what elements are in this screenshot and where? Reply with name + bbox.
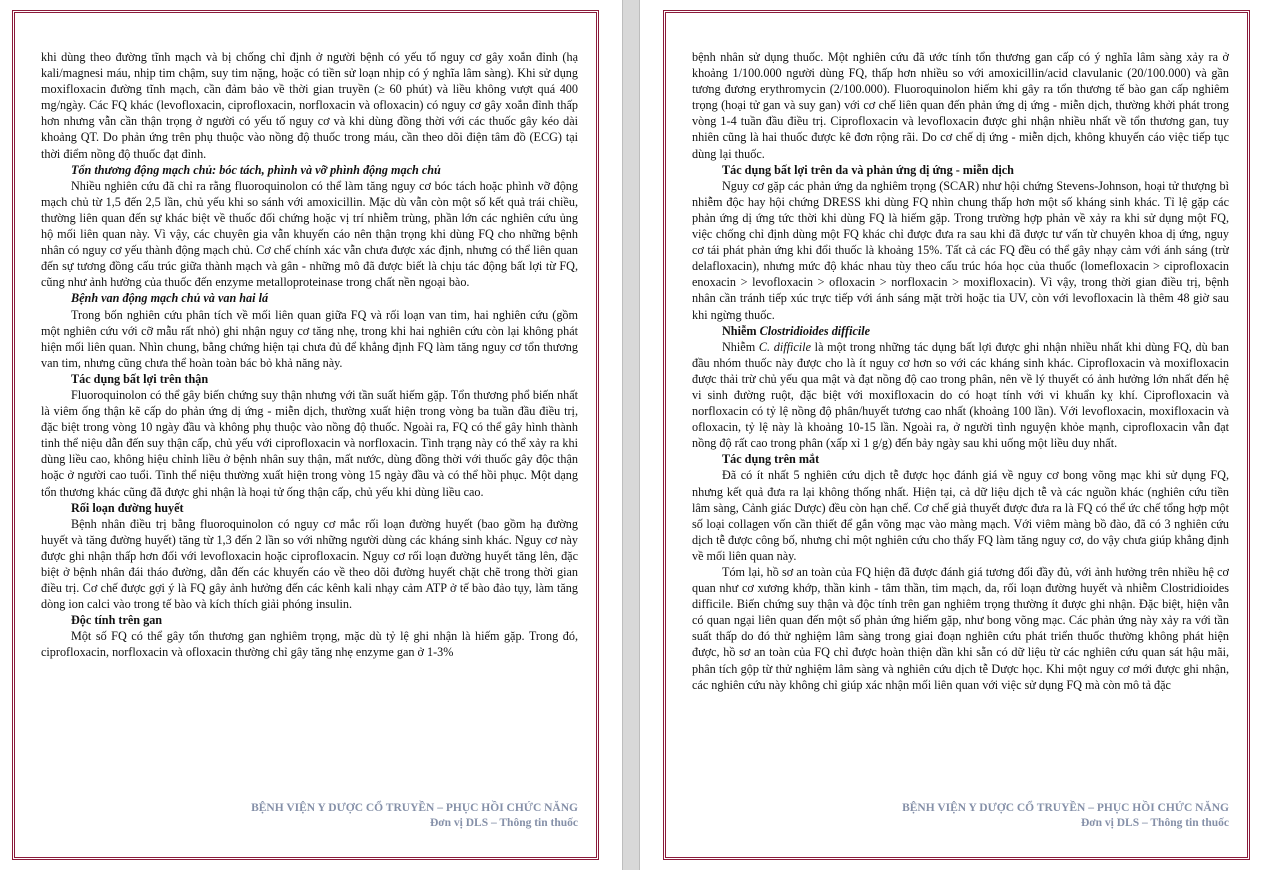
heading-text: Nhiễm <box>722 323 760 338</box>
section-heading: Rối loạn đường huyết <box>71 500 184 515</box>
footer-unit-name: Đơn vị DLS – Thông tin thuốc <box>429 817 578 829</box>
paragraph-text: Nhiễm <box>722 339 759 354</box>
paragraph: Nguy cơ gặp các phản ứng da nghiêm trọng (SCAR) như hội chứng Stevens-Johnson, hoại tử thượng bì nhiễm độc hay hội chứng DRESS khi dùng FQ nhìn chung thấp hơn một số kháng sinh khác. Tỉ lệ gặp các phản ứng dị ứng tức thời khi dùng FQ là hiếm gặp. Trong trường hợp phản về xảy ra khi sử dụng một FQ, việc chống chỉ định dùng một FQ khác chỉ được đưa ra sau khi đã được tư vấn từ chuyên khoa dị ứng, nguy cơ tái phát phản ứng khi đổi thuốc là khoảng 15%. Tất cả các FQ đều có thể gây nhạy cảm với ánh sáng (trừ delafloxacin), nhưng mức độ khác nhau tùy theo cấu trúc hóa học của thuốc (lomefloxacin > ciprofloxacin enoxacin > levofloxacin > ofloxacin > norfloxacin > moxifloxacin). Vì vậy, trong thời gian điều trị, bệnh nhân cần tránh tiếp xúc trực tiếp với ánh sáng mặt trời hoặc tia UV, còn với levofloxacin là thêm 48 giờ sau khi ngừng thuốc. <box>692 178 1229 322</box>
paragraph-text: là một trong những tác dụng bất lợi được ghi nhận nhiều nhất khi dùng FQ, dù ban đầu nhóm thuốc này được cho là ít nguy cơ hơn so với các kháng sinh khác. Ciprofloxacin và moxifloxacin được thải trừ chủ yếu qua mật và đạt nồng độ cao trong phân, nên về lý thuyết có ảnh hưởng lớn nhất đến hệ vi sinh đường ruột, đặc biệt với moxifloxacin do có hoạt tính với vi khuẩn kỵ khí. Ciprofloxacin và norfloxacin có tỷ lệ nồng độ phân/huyết tương cao nhất (khoảng 100 lần). Với levofloxacin, moxifloxacin và ofloxacin, tỷ lệ này là khoảng 10-15 lần. Ngoài ra, ở người tình nguyện khỏe mạnh, ciprofloxacin vẫn đạt nồng độ rất cao trong phân (xấp xỉ 1 g/g) đến bảy ngày sau khi uống một liều duy nhất. <box>692 339 1229 451</box>
section-heading: Tác dụng bất lợi trên thận <box>71 371 209 386</box>
section-heading: Tác dụng trên mắt <box>722 452 820 467</box>
paragraph: Fluoroquinolon có thể gây biến chứng suy thận nhưng với tần suất hiếm gặp. Tổn thương phổ biến nhất là viêm ống thận kẽ cấp do phản ứng dị ứng - miễn dịch, thường xuất hiện trong vòng ba tuần đầu điều trị, đặc biệt trong vòng 10 ngày đầu và không phụ thuộc vào nồng độ thuốc. Ngoài ra, FQ có thể gây hình thành tinh thể niệu dẫn đến suy thận cấp, chủ yếu với ciprofloxacin và norfloxacin. Tình trạng này có thể xảy ra khi dùng liều cao, không hiệu chỉnh liều ở bệnh nhân suy thận, mất nước, dùng đồng thời với thuốc gây độc thận hoặc ở người cao tuổi. Tinh thể niệu thường xuất hiện trong vòng 15 ngày đầu và có thể hồi phục. Một dạng tổn thương khác cũng đã được ghi nhận là hoại tử ống thận cấp, chủ yếu khi dùng liều cao. <box>41 387 578 499</box>
section-heading: Độc tính trên gan <box>71 613 163 628</box>
paragraph: Trong bốn nghiên cứu phân tích về mối liên quan giữa FQ và rối loạn van tim, hai nghiên cứu (gồm một nghiên cứu với cỡ mẫu rất nhỏ) ghi nhận nguy cơ tăng nhẹ, trong khi hai nghiên cứu còn lại không phát hiện mối liên quan. Nhìn chung, bằng chứng hiện tại chưa đủ để khẳng định FQ làm tăng nguy cơ tổn thương van tim, nhưng cũng chưa thể hoàn toàn bác bỏ khả năng này. <box>41 307 578 370</box>
heading-organism: Clostridioides difficile <box>759 323 871 338</box>
footer-hospital-name: BỆNH VIỆN Y DƯỢC CỔ TRUYỀN – PHỤC HỒI CHỨC NĂNG <box>251 802 578 814</box>
paragraph: Một số FQ có thể gây tổn thương gan nghiêm trọng, mặc dù tỷ lệ ghi nhận là hiếm gặp. Trong đó, ciprofloxacin, norfloxacin và ofloxacin thường chỉ gây tăng nhẹ enzyme gan ở 1-3% <box>41 629 578 660</box>
paragraph: Bệnh nhân điều trị bằng fluoroquinolon có nguy cơ mắc rối loạn đường huyết (bao gồm hạ đường huyết và tăng đường huyết) tăng từ 1,3 đến 2 lần so với những người dùng các kháng sinh khác. Nguy cơ này được ghi nhận thấp hơn đối với levofloxacin hoặc ciprofloxacin. Nguy cơ rối loạn đường huyết tăng lên, đặc biệt ở bệnh nhân đái tháo đường, dẫn đến các khuyến cáo về theo dõi đường huyết chặt chẽ trong thời gian điều trị. Cơ chế được gợi ý là FQ gây ảnh hưởng đến các kênh kali nhạy cảm ATP ở tế bào đảo tụy, làm tăng dòng ion calci vào trong tế bào và kích thích giải phóng insulin. <box>41 516 578 612</box>
paragraph: Đã có ít nhất 5 nghiên cứu dịch tễ được học đánh giá về nguy cơ bong võng mạc khi sử dụng FQ, nhưng kết quả đưa ra lại không thống nhất. Hiện tại, cả dữ liệu dịch tễ và các nguồn khác (nghiên cứu tiền lâm sàng, Cảnh giác Dược) đều còn hạn chế. Cơ chế giả thuyết được đưa ra là FQ có thể ức chế tổng hợp một số loại collagen vốn cần thiết để gắn võng mạc vào màng mạch. Với viêm màng bồ đào, đã có 3 nghiên cứu dịch tễ được công bố, nhưng chỉ một nghiên cứu cho thấy FQ làm tăng nguy cơ, do vậy chưa giúp khẳng định về mối liên quan này. <box>692 468 1229 563</box>
section-heading <box>692 323 1229 339</box>
document-page-right <box>663 10 1250 860</box>
page-body <box>41 49 578 803</box>
paragraph: bệnh nhân sử dụng thuốc. Một nghiên cứu đã ước tính tổn thương gan cấp có ý nghĩa lâm sàng xảy ra ở khoảng 1/100.000 người dùng FQ, thấp hơn nhiều so với amoxicillin/acid clavulanic (20/100.000) và gần tương đương erythromycin (2/100.000). Fluoroquinolon hiếm khi gây ra tổn thương tế bào gan cấp nghiêm trọng (hoại tử gan và suy gan) với cơ chế liên quan đến phản ứng dị ứng - miễn dịch, thường khởi phát trong vòng 1-4 tuần đầu điều trị. Ciprofloxacin và levofloxacin được ghi nhận nhiều nhất về tổn thương gan, tuy nhiên cũng là hai thuốc được kê đơn rộng rãi. Do cơ chế dị ứng - miễn dịch, không khuyến cáo việc tiếp tục dùng lại thuốc. <box>692 50 1229 161</box>
organism-name: C. difficile <box>758 339 811 354</box>
section-heading: Tác dụng bất lợi trên da và phản ứng dị ứng - miễn dịch <box>722 162 1014 177</box>
paragraph <box>692 339 1229 452</box>
footer-unit-name: Đơn vị DLS – Thông tin thuốc <box>1080 817 1229 829</box>
document-page-left <box>12 10 599 860</box>
footer-hospital-name: BỆNH VIỆN Y DƯỢC CỔ TRUYỀN – PHỤC HỒI CHỨC NĂNG <box>902 802 1229 814</box>
paragraph: Tóm lại, hồ sơ an toàn của FQ hiện đã được đánh giá tương đối đầy đủ, với ảnh hưởng trên nhiều hệ cơ quan như cơ xương khớp, thần kinh - tâm thần, tim mạch, da, rối loạn đường huyết và nhiễm Clostridioides difficile. Biến chứng suy thận và độc tính trên gan nghiêm trọng thường ít được ghi nhận. Đặc biệt, hiện vẫn có quan ngại liên quan đến một số phản ứng hiếm gặp, như bong võng mạc. Các phản ứng này xảy ra với tần suất thấp do đó thử nghiệm lâm sàng trong giai đoạn nghiên cứu phát triển thuốc thường không phát hiện được, hồ sơ an toàn của FQ chỉ được hoàn thiện dần khi sẵn có dữ liệu từ các nghiên cứu quan sát hậu mãi, phân tích gộp từ thử nghiệm lâm sàng và nghiên cứu dịch tễ Dược học. Khi một nguy cơ mới được ghi nhận, các nghiên cứu này không chỉ giúp xác nhận mối liên quan với việc sử dụng FQ mà còn mô tả đặc <box>692 565 1229 692</box>
page-body <box>692 49 1229 803</box>
page-footer <box>902 801 1229 831</box>
paragraph: Nhiều nghiên cứu đã chỉ ra rằng fluoroquinolon có thể làm tăng nguy cơ bóc tách hoặc phình vỡ động mạch chủ từ 1,5 đến 2,5 lần, chủ yếu khi so sánh với amoxicillin. Mặc dù vẫn còn một số kết quả trái chiều, thường liên quan đến sự khác biệt về thuốc đối chứng hoặc vị trí nhiễm trùng, phần lớn các nghiên cứu ủng hộ mối liên quan này. Vì vậy, các chuyên gia vẫn khuyến cáo nên thận trọng khi dùng FQ cho những bệnh nhân có nguy cơ yếu thành động mạch chủ. Cơ chế chính xác vẫn chưa được xác định, nhưng có thể liên quan đến sự tương đồng cấu trúc giữa thành mạch và gân - những mô đã được biết là chịu tác động bất lợi từ FQ, cũng như ảnh hưởng của thuốc đến enzyme metalloproteinase trong chất nền ngoại bào. <box>41 178 578 290</box>
paragraph: khi dùng theo đường tĩnh mạch và bị chống chỉ định ở người bệnh có yếu tố nguy cơ gây xoắn đỉnh (hạ kali/magnesi máu, nhịp tim chậm, suy tim nặng, hoặc có tiền sử loạn nhịp có ý nghĩa lâm sàng). Khi sử dụng moxifloxacin đường tĩnh mạch, cần đảm bảo về thời gian truyền (≥ 60 phút) và liều không vượt quá 400 mg/ngày. Các FQ khác (levofloxacin, ciprofloxacin, norfloxacin và ofloxacin) có nguy cơ gây xoắn đỉnh thấp hơn nhưng vẫn cần thận trọng ở người có yếu tố nguy cơ và khi dùng đồng thời với các thuốc gây kéo dài khoảng QT. Do phản ứng trên phụ thuộc vào nồng độ thuốc trong máu, cần theo dõi điện tâm đồ (ECG) tại thời điểm nồng độ thuốc đạt đỉnh. <box>41 50 578 161</box>
section-heading: Tổn thương động mạch chủ: bóc tách, phình và vỡ phình động mạch chủ <box>71 162 441 177</box>
page-gutter <box>622 0 640 870</box>
page-footer <box>251 801 578 831</box>
section-heading: Bệnh van động mạch chủ và van hai lá <box>71 291 269 306</box>
